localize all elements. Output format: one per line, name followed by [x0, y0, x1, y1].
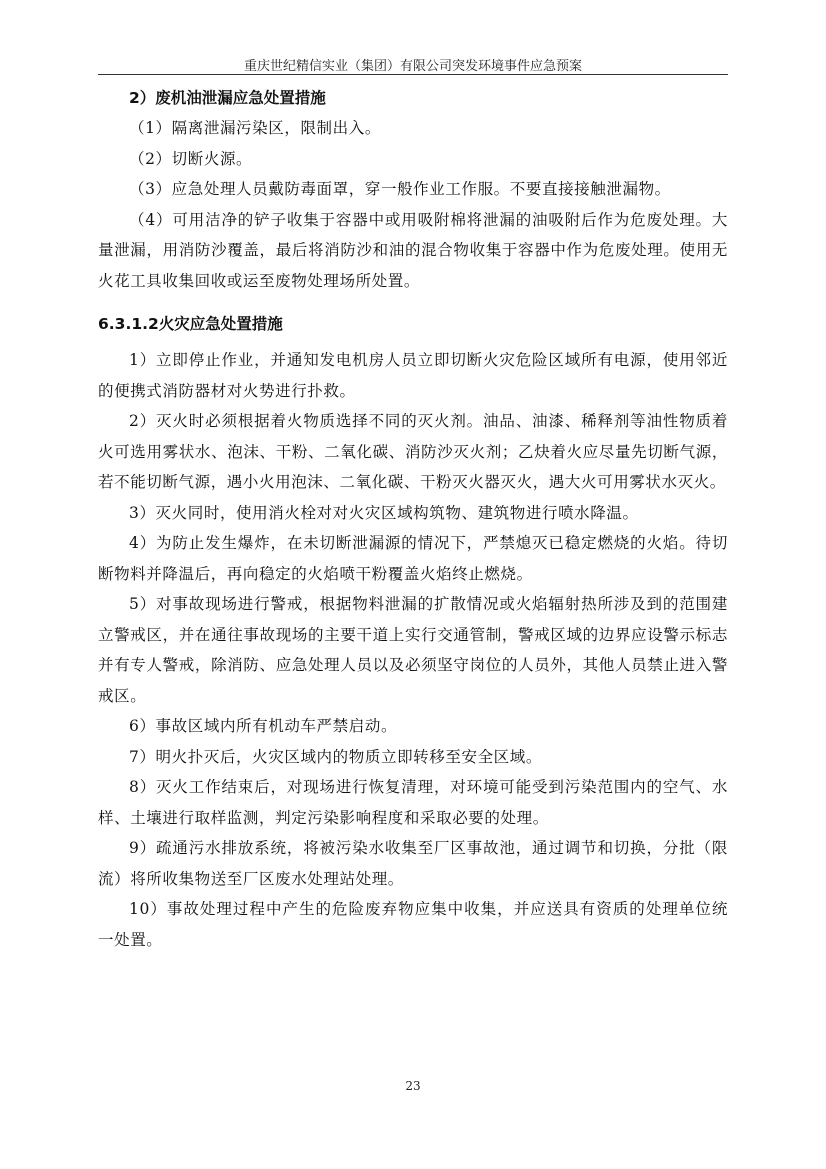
- fire-item-6: 6）事故区域内所有机动车严禁启动。: [129, 717, 398, 735]
- oil-item-4: （4）可用洁净的铲子收集于容器中或用吸附棉将泄漏的油吸附后作为危废处理。大量泄漏，用消防沙覆盖，最后将消防沙和油的混合物收集于容器中作为危废处理。使用无火花工具收集回收或运至废物处理场所处置。: [98, 210, 728, 290]
- fire-item-5: 5）对事故现场进行警戒，根据物料泄漏的扩散情况或火焰辐射热所涉及到的范围建立警戒区，并在通往事故现场的主要干道上实行交通管制，警戒区域的边界应设警示标志并有专人警戒，除消防、应急处理人员以及必须坚守岗位的人员外，其他人员禁止进入警戒区。: [98, 595, 728, 705]
- fire-item-1: 1）立即停止作业，并通知发电机房人员立即切断火灾危险区域所有电源，使用邻近的便携式消防器材对火势进行扑救。: [98, 351, 728, 400]
- section-heading-oil-leak: 2）废机油泄漏应急处置措施: [129, 89, 326, 107]
- fire-item-3: 3）灭火同时，使用消火栓对对火灾区域构筑物、建筑物进行喷水降温。: [129, 503, 639, 522]
- page-header: 重庆世纪精信实业（集团）有限公司突发环境事件应急预案: [243, 59, 582, 74]
- oil-item-3: （3）应急处理人员戴防毒面罩，穿一般作业工作服。不要直接接触泄漏物。: [129, 180, 671, 198]
- section-heading-fire: 6.3.1.2火灾应急处置措施: [98, 315, 283, 333]
- fire-item-7: 7）明火扑灭后，火灾区域内的物质立即转移至安全区域。: [129, 747, 542, 766]
- oil-item-2: （2）切断火源。: [129, 149, 253, 168]
- fire-item-4: 4）为防止发生爆炸，在未切断泄漏源的情况下，严禁熄灭已稳定燃烧的火焰。待切断物料并降温后，再向稳定的火焰喷干粉覆盖火焰终止燃烧。: [98, 534, 728, 583]
- fire-item-8: 8）灭火工作结束后，对现场进行恢复清理，对环境可能受到污染范围内的空气、水样、土壤进行取样监测，判定污染影响程度和采取必要的处理。: [98, 778, 728, 827]
- fire-item-10: 10）事故处理过程中产生的危险废弃物应集中收集，并应送具有资质的处理单位统一处置。: [98, 900, 728, 949]
- page-number: 23: [405, 1079, 421, 1093]
- oil-item-1: （1）隔离泄漏污染区，限制出入。: [129, 119, 381, 137]
- fire-item-2: 2）灭火时必须根据着火物质选择不同的灭火剂。油品、油漆、稀释剂等油性物质着火可选用雾状水、泡沫、干粉、二氧化碳、消防沙灭火剂；乙炔着火应尽量先切断气源，若不能切断气源，遇小火用泡沫、二氧化碳、干粉灭火器灭火，遇大火可用雾状水灭火。: [98, 412, 728, 491]
- document-body: [98, 80, 728, 955]
- header-divider: [98, 74, 728, 75]
- fire-item-9: 9）疏通污水排放系统，将被污染水收集至厂区事故池，通过调节和切换，分批（限流）将所收集物送至厂区废水处理站处理。: [98, 839, 728, 888]
